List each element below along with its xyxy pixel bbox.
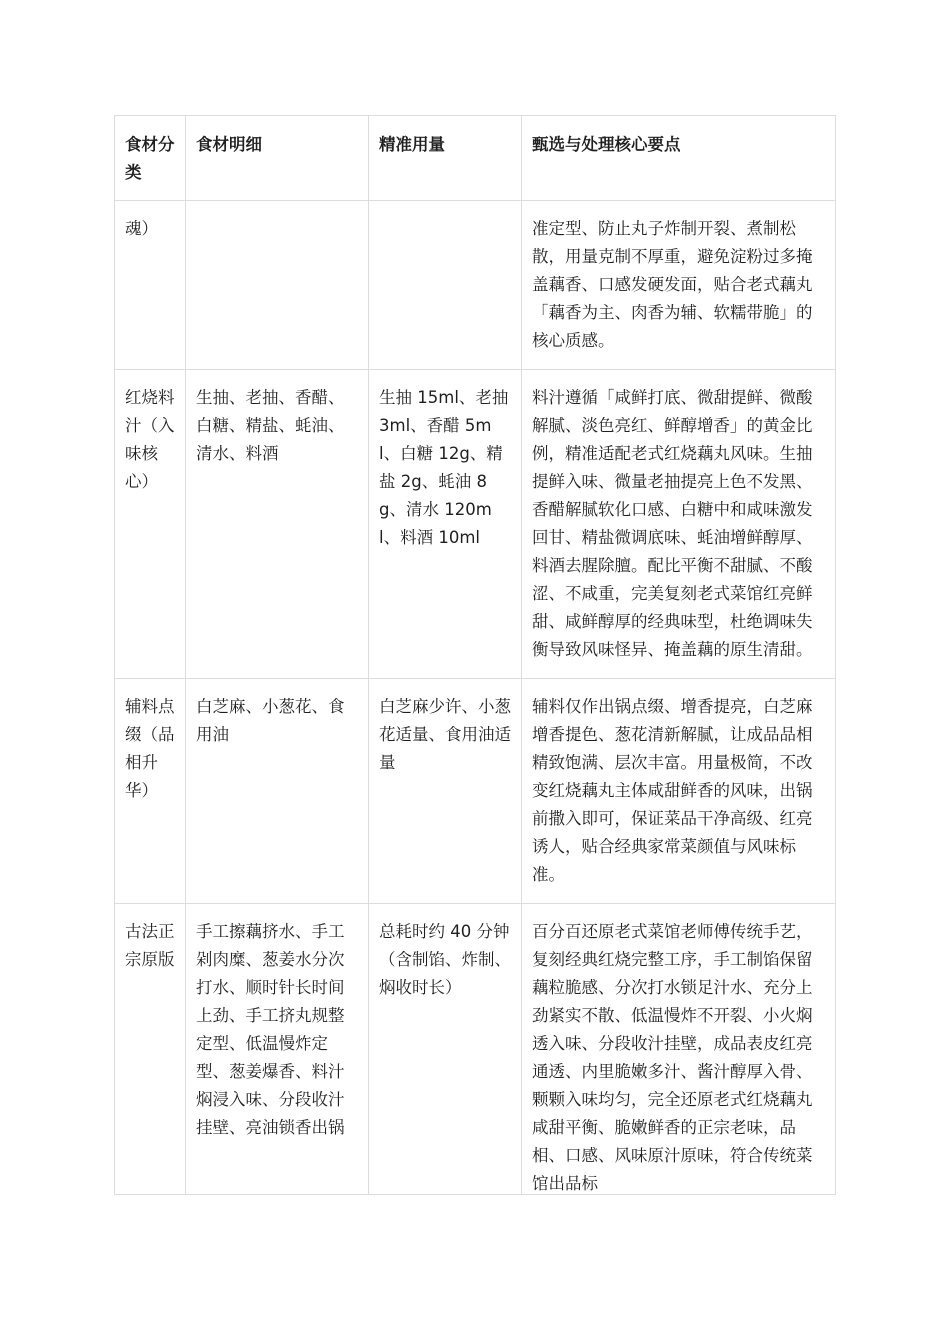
- cell-category: 魂）: [115, 201, 186, 370]
- table-row: [115, 370, 836, 679]
- table-header-row: [115, 116, 836, 201]
- cell-category: 辅料点缀（品相升华）: [115, 679, 186, 904]
- cell-notes: [522, 904, 836, 1195]
- cell-amount: 白芝麻少许、小葱花适量、食用油适量: [369, 679, 522, 904]
- table-row: [115, 904, 836, 1195]
- table-row: [115, 201, 836, 370]
- cell-notes-text: 百分百还原老式菜馆老师傅传统手艺，复刻经典红烧完整工序，手工制馅保留藕粒脆感、分次打水锁足汁水、充分上劲紧实不散、低温慢炸不开裂、小火焖透入味、分段收汁挂壁，成品表皮红亮通透、内里脆嫩多汁、酱汁醇厚入骨、颗颗入味均匀，完全还原老式红烧藕丸咸甜平衡、脆嫩鲜香的正宗老味，品相、口感、风味原汁原味，符合传统菜馆出品标: [532, 922, 813, 1193]
- cell-amount: [369, 904, 522, 1195]
- header-amount: 精准用量: [369, 116, 522, 201]
- cell-amount: 生抽 15ml、老抽 3ml、香醋 5ml、白糖 12g、精盐 2g、蚝油 8g、清水 120ml、料酒 10ml: [369, 370, 522, 679]
- cell-notes: 辅料仅作出锅点缀、增香提亮，白芝麻增香提色、葱花清新解腻，让成品品相精致饱满、层次丰富。用量极简，不改变红烧藕丸主体咸甜鲜香的风味，出锅前撒入即可，保证菜品干净高级、红亮诱人，贴合经典家常菜颜值与风味标准。: [522, 679, 836, 904]
- cell-category: [115, 904, 186, 1195]
- cell-items: [186, 201, 369, 370]
- cell-category: 红烧料汁（入味核心）: [115, 370, 186, 679]
- cell-items: 白芝麻、小葱花、食用油: [186, 679, 369, 904]
- table-row: [115, 679, 836, 904]
- cell-items: 生抽、老抽、香醋、白糖、精盐、蚝油、清水、料酒: [186, 370, 369, 679]
- cell-items-text: 手工擦藕挤水、手工剁肉糜、葱姜水分次打水、顺时针长时间上劲、手工挤丸规整定型、低温慢炸定型、葱姜爆香、料汁焖浸入味、分段收汁挂壁、亮油锁香出锅: [196, 922, 345, 1137]
- cell-amount-text: 总耗时约 40 分钟（含制馅、炸制、焖收时长）: [379, 922, 511, 997]
- header-notes: 甄选与处理核心要点: [522, 116, 836, 201]
- cell-amount: [369, 201, 522, 370]
- header-items: 食材明细: [186, 116, 369, 201]
- cell-category-text: 古法正宗原版: [125, 922, 175, 969]
- cell-notes: 料汁遵循「咸鲜打底、微甜提鲜、微酸解腻、淡色亮红、鲜醇增香」的黄金比例，精准适配老式红烧藕丸风味。生抽提鲜入味、微量老抽提亮上色不发黑、香醋解腻软化口感、白糖中和咸味激发回甘、精盐微调底味、蚝油增鲜醇厚、料酒去腥除膻。配比平衡不甜腻、不酸涩、不咸重，完美复刻老式菜馆红亮鲜甜、咸鲜醇厚的经典味型，杜绝调味失衡导致风味怪异、掩盖藕的原生清甜。: [522, 370, 836, 679]
- header-category: 食材分类: [115, 116, 186, 201]
- cell-notes: 准定型、防止丸子炸制开裂、煮制松散，用量克制不厚重，避免淀粉过多掩盖藕香、口感发硬发面，贴合老式藕丸「藕香为主、肉香为辅、软糯带脆」的核心质感。: [522, 201, 836, 370]
- cell-items: [186, 904, 369, 1195]
- ingredients-table: [114, 115, 836, 1195]
